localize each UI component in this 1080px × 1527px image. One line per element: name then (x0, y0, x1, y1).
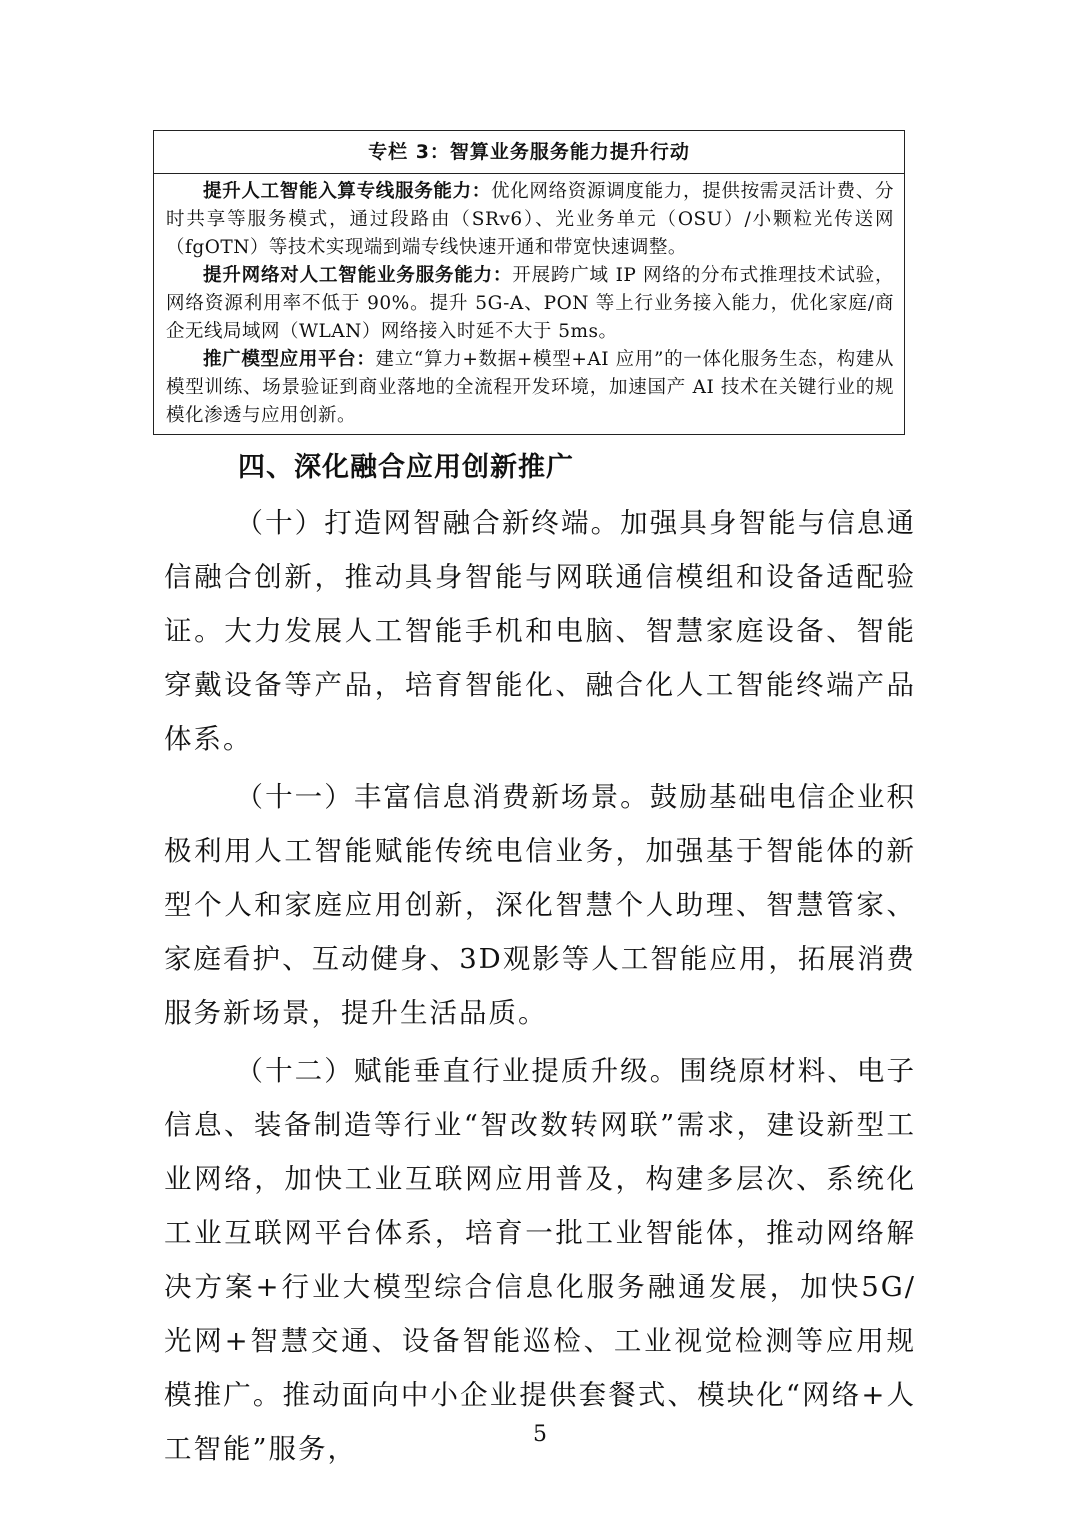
paragraph-twelve: （十二）赋能垂直行业提质升级。围绕原材料、电子信息、装备制造等行业“智改数转网联”需求，建设新型工业网络，加快工业互联网应用普及，构建多层次、系统化工业互联网平台体系，培育一批工业智能体，推动网络解决方案+行业大模型综合信息化服务融通发展，加快5G/光网+智慧交通、设备智能巡检、工业视觉检测等应用规模推广。推动面向中小企业提供套餐式、模块化“网络+人工智能”服务， (164, 1055, 916, 1465)
column-item-text: 建立“算力+数据+模型+AI 应用”的一体化服务生态，构建从模型训练、场景验证到商业落地的全流程开发环境，加速国产 AI 技术在关键行业的规模化渗透与应用创新。 (166, 349, 894, 426)
column-box-3 (153, 130, 905, 435)
column-item-lead: 提升人工智能入算专线服务能力： (203, 181, 491, 202)
column-item-network-service (166, 262, 894, 346)
column-box-body (154, 174, 904, 434)
section-heading: 四、深化融合应用创新推广 (238, 452, 574, 483)
paragraph-ten: （十）打造网智融合新终端。加强具身智能与信息通信融合创新，推动具身智能与网联通信模组和设备适配验证。大力发展人工智能手机和电脑、智慧家庭设备、智能穿戴设备等产品，培育智能化、融合化人工智能终端产品体系。 (164, 507, 916, 755)
column-box-title: 专栏 3：智算业务服务能力提升行动 (154, 131, 904, 174)
page-number: 5 (533, 1422, 547, 1447)
paragraph-eleven: （十一）丰富信息消费新场景。鼓励基础电信企业积极利用人工智能赋能传统电信业务，加强基于智能体的新型个人和家庭应用创新，深化智慧个人助理、智慧管家、家庭看护、互动健身、3D观影等人工智能应用，拓展消费服务新场景，提升生活品质。 (164, 781, 916, 1029)
column-item-model-platform (166, 346, 894, 430)
column-item-text: 开展跨广域 IP 网络的分布式推理技术试验，网络资源利用率不低于 90%。提升 5G-A、PON 等上行业务接入能力，优化家庭/商企无线局域网（WLAN）网络接入时延不大于 5ms。 (166, 265, 894, 342)
column-item-dedicated-line (166, 178, 894, 262)
column-item-lead: 提升网络对人工智能业务服务能力： (203, 265, 513, 286)
column-item-text: 优化网络资源调度能力，提供按需灵活计费、分时共享等服务模式，通过段路由（SRv6）、光业务单元（OSU）/小颗粒光传送网（fgOTN）等技术实现端到端专线快速开通和带宽快速调整。 (166, 181, 894, 258)
section-body (164, 496, 916, 1480)
column-item-lead: 推广模型应用平台： (203, 349, 376, 370)
